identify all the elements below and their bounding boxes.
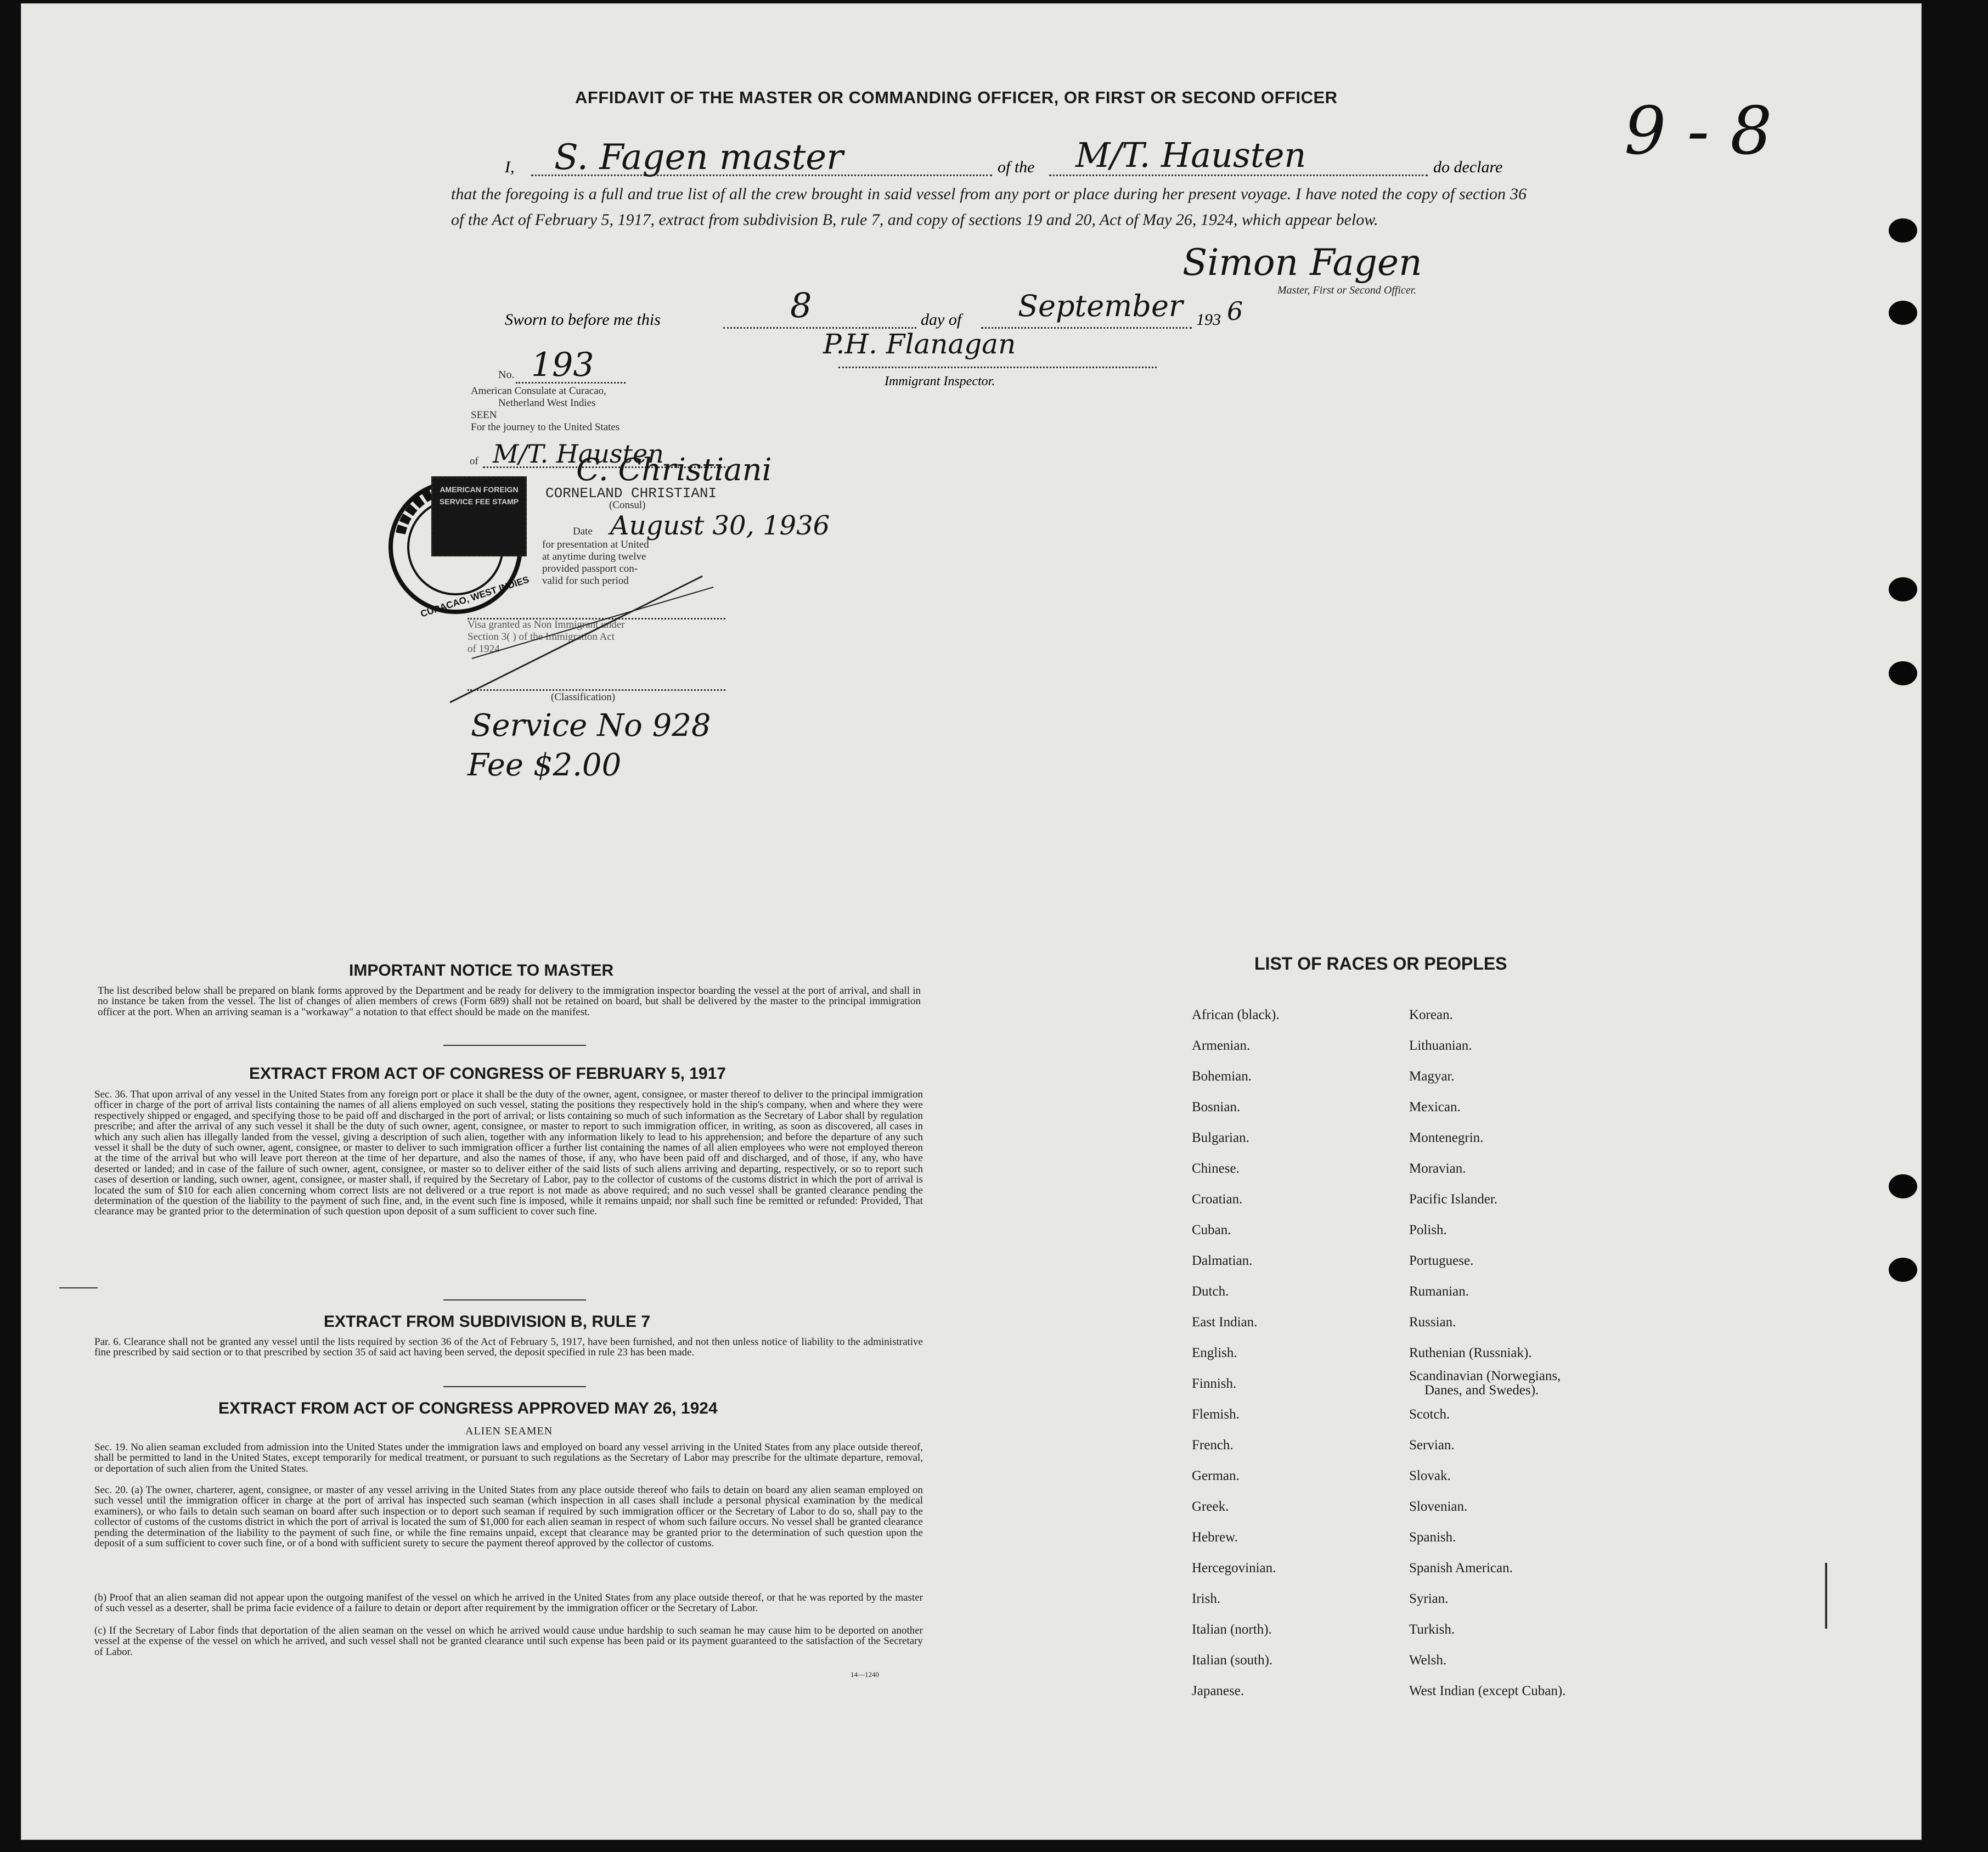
year-digit: 6: [1227, 296, 1243, 326]
inspector-line: [838, 367, 1157, 368]
inspector-signature: P.H. Flanagan: [823, 328, 1016, 360]
races-title: LIST OF RACES OR PEOPLES: [1254, 954, 1507, 973]
fee-stamp-text: AMERICAN FOREIGN SERVICE FEE STAMP: [439, 485, 519, 506]
race-left: Dutch.: [1192, 1284, 1229, 1299]
consular-no-label: No.: [498, 369, 515, 381]
handwritten-master-name: S. Fagen master: [554, 137, 843, 178]
race-left: Bosnian.: [1192, 1100, 1241, 1114]
race-left: Italian (south).: [1192, 1653, 1273, 1668]
race-left: Flemish.: [1192, 1407, 1240, 1422]
consular-line: Netherland West Indies: [498, 397, 596, 409]
race-right-continuation: Danes, and Swedes).: [1424, 1383, 1539, 1398]
race-right: Pacific Islander.: [1409, 1192, 1498, 1207]
race-right: Rumanian.: [1409, 1284, 1469, 1299]
race-left: Dalmatian.: [1192, 1253, 1253, 1268]
race-left: East Indian.: [1192, 1315, 1258, 1330]
race-left: Hebrew.: [1192, 1530, 1238, 1545]
race-right: Spanish.: [1409, 1530, 1456, 1545]
extract-rule7-text: Par. 6. Clearance shall not be granted any vessel until the lists required by section 36 of the Act of February 5, 1917, have been furnished, and not then unless notice of liability to the administrative fine prescribed by said section or to that prescribed by section 35 of said act having been served, the deposit specified in rule 23 has been made.: [94, 1336, 923, 1359]
punch-hole: [1889, 577, 1917, 601]
race-left: French.: [1192, 1438, 1234, 1453]
consular-of-label: of: [470, 455, 478, 467]
sworn-day: 8: [790, 285, 812, 325]
consular-no-value: 193: [531, 346, 594, 384]
race-left: Armenian.: [1192, 1038, 1251, 1053]
extract-rule7-title: EXTRACT FROM SUBDIVISION B, RULE 7: [324, 1313, 651, 1331]
do-declare-label: do declare: [1433, 158, 1503, 176]
extract-1924-sec20b: (b) Proof that an alien seaman did not appear upon the outgoing manifest of the vessel on which he arrived in the United States from any place outside thereof, or that he was reported by the master of such vessel as a deserter, shall be prima facie evidence of a failure to detain or deport after requirement by the immigration officer or the Secretary of Labor.: [94, 1592, 923, 1614]
race-right: Russian.: [1409, 1315, 1456, 1330]
margin-mark: [1825, 1563, 1827, 1629]
race-right: Servian.: [1409, 1438, 1455, 1453]
day-of-label: day of: [921, 311, 962, 329]
master-signature: Simon Fagen: [1182, 241, 1422, 284]
divider: [443, 1386, 586, 1387]
race-left: Cuban.: [1192, 1223, 1231, 1237]
affidavit-body: that the foregoing is a full and true list of all the crew brought in said vessel from any port or place during her present voyage. I have noted the copy of section 36 of the Act of February 5, 1917, extract from subdivision B, rule 7, and copy of sections 19 and 20, Act of May 26, 1924, which appear below.: [451, 185, 1527, 229]
race-left: Bohemian.: [1192, 1069, 1252, 1084]
page-number: 9 - 8: [1624, 93, 1772, 170]
race-left: Japanese.: [1192, 1684, 1244, 1698]
inspector-label: Immigrant Inspector.: [885, 374, 995, 389]
race-right: Slovenian.: [1409, 1499, 1468, 1514]
extract-1924-sec20a: Sec. 20. (a) The owner, charterer, agent, consignee, or master of any vessel arriving in the United States from any place outside thereof who fails to detain on board any alien seaman employed on such vessel until the immigration officer in charge at the port of arrival has inspected such seaman (which inspection in all cases shall include a personal physical examination by the medical examiners), or who fails to detain such seaman on board after such inspection or to deport such seaman if required by such immigration officer or the Secretary of Labor to do so, shall pay to the collector of customs of the customs district in which the port of arrival is located the sum of $1,000 for each alien seaman in respect of whom such failure occurs. No vessel shall be granted clearance pending the determination of the liability to the payment of such fine, or while the fine remains unpaid, except that clearance may be granted prior to the determination of such question upon the deposit of a sum sufficient to cover such fine, or of a bond with sufficient surety to secure the payment thereof approved by the collector of customs.: [94, 1484, 923, 1550]
race-right: Moravian.: [1409, 1161, 1466, 1176]
sworn-month: September: [1018, 289, 1183, 323]
consul-title: (Consul): [609, 499, 646, 511]
extract-1924-sec19: Sec. 19. No alien seaman excluded from admission into the United States under the immigration laws and employed on board any vessel arriving in the United States from any place outside thereof, shall be permitted to land in the United States, except temporarily for medical treatment, or pursuant to such regulations as the Secretary of Labor may prescribe for the ultimate departure, removal, or deportation of such alien from the United States.: [94, 1442, 923, 1474]
race-right: Scotch.: [1409, 1407, 1450, 1422]
notice-title: IMPORTANT NOTICE TO MASTER: [349, 961, 614, 980]
punch-hole: [1889, 218, 1917, 243]
of-the-label: of the: [998, 158, 1035, 176]
consul-signature: C. Christiani: [576, 452, 772, 488]
visa-line: of 1924: [468, 643, 500, 655]
consul-typed: CORNELAND CHRISTIANI: [545, 485, 717, 502]
race-left: German.: [1192, 1468, 1240, 1483]
divider: [443, 1045, 586, 1046]
validity-line: at anytime during twelve: [542, 551, 646, 562]
handwritten-vessel-name: M/T. Hausten: [1075, 135, 1306, 175]
divider: [443, 1299, 586, 1301]
extract-1917-title: EXTRACT FROM ACT OF CONGRESS OF FEBRUARY 5, 1917: [249, 1065, 726, 1083]
pen-strike: [439, 565, 724, 708]
visa-line: Visa granted as Non Immigrant under: [468, 619, 625, 631]
affidavit-document: [21, 3, 1922, 1840]
race-right: West Indian (except Cuban).: [1409, 1684, 1566, 1698]
service-fee: Fee $2.00: [468, 747, 622, 783]
extract-1924-subtitle: ALIEN SEAMEN: [465, 1425, 553, 1437]
race-right: Magyar.: [1409, 1069, 1455, 1084]
consular-line: SEEN: [471, 409, 497, 421]
consular-no-line: [516, 382, 626, 384]
extract-1924-sec20c: (c) If the Secretary of Labor finds that deportation of the alien seaman on the vessel on which he arrived would cause undue hardship to such seaman he may cause him to be deported on another vessel at the expense of the vessel on which he arrived, and such vessel shall not be granted clearance until such expense has been paid or its payment guaranteed to the satisfaction of the Secretary of Labor.: [94, 1625, 923, 1658]
margin-mark: [59, 1287, 98, 1288]
race-left: English.: [1192, 1346, 1237, 1360]
notice-text: The list described below shall be prepared on blank forms approved by the Department and be ready for delivery to the immigration inspector boarding the vessel at the port of arrival, and shall in no instance be taken from the vessel. The list of changes of alien members of crews (Form 689) shall not be retained on board, but shall be delivered by the master to the principal immigration officer at the port. When an arriving seaman is a "workaway" a notation to that effect should be made on the manifest.: [98, 985, 921, 1018]
consular-line: American Consulate at Curacao,: [471, 385, 606, 397]
seal-text: CURACAO, WEST INDIES: [419, 574, 531, 620]
sworn-prefix: Sworn to before me this: [505, 311, 661, 329]
race-left: Bulgarian.: [1192, 1130, 1249, 1145]
race-left: Chinese.: [1192, 1161, 1240, 1176]
race-right: Slovak.: [1409, 1468, 1451, 1483]
consular-line: For the journey to the United States: [471, 421, 620, 433]
consular-vessel: M/T. Hausten: [493, 439, 664, 469]
punch-hole: [1889, 301, 1917, 325]
visa-line: Section 3( ) of the Immigration Act: [468, 631, 615, 643]
race-right: Turkish.: [1409, 1622, 1455, 1637]
race-right: Syrian.: [1409, 1591, 1449, 1606]
validity-line: valid for such period: [542, 575, 629, 587]
extract-1924-title: EXTRACT FROM ACT OF CONGRESS APPROVED MAY 26, 1924: [218, 1399, 718, 1417]
validity-line: for presentation at United: [542, 539, 649, 550]
signature-title: Master, First or Second Officer.: [1277, 284, 1417, 296]
race-right: Mexican.: [1409, 1100, 1461, 1114]
race-right: Welsh.: [1409, 1653, 1447, 1668]
race-right: Portuguese.: [1409, 1253, 1474, 1268]
race-left: Hercegovinian.: [1192, 1561, 1276, 1575]
validity-line: provided passport con-: [542, 563, 638, 575]
fee-stamp: [431, 476, 527, 556]
year-prefix: 193: [1196, 311, 1221, 329]
race-left: Irish.: [1192, 1591, 1221, 1606]
date-label: Date: [573, 526, 593, 537]
punch-hole: [1889, 661, 1917, 685]
race-right: Scandinavian (Norwegians,: [1409, 1369, 1561, 1383]
punch-hole: [1889, 1258, 1917, 1282]
race-left: Croatian.: [1192, 1192, 1243, 1207]
race-right: Ruthenian (Russniak).: [1409, 1346, 1532, 1360]
race-left: Italian (north).: [1192, 1622, 1272, 1637]
race-right: Korean.: [1409, 1007, 1453, 1022]
affidavit-lead-i: I,: [505, 158, 515, 176]
race-right: Montenegrin.: [1409, 1130, 1484, 1145]
race-right: Lithuanian.: [1409, 1038, 1472, 1053]
race-left: African (black).: [1192, 1007, 1280, 1022]
form-number: 14—1240: [851, 1670, 879, 1679]
classification-label: (Classification): [551, 691, 616, 703]
extract-1917-text: Sec. 36. That upon arrival of any vessel in the United States from any foreign port or place it shall be the duty of the owner, agent, consignee, or master thereof to deliver to the principal immigration officer in charge of the port of arrival lists containing the names of all aliens employed on such vessel, stating the positions they respectively hold in the ship's company, when and where they were respectively shipped or engaged, and specifying those to be paid off and discharged in the port of arrival; or lists containing so much of such information as the Secretary of Labor shall by regulation prescribe; and after the arrival of any such vessel it shall be the duty of such owner, agent, consignee, or master to report to such immigration officer, in writing, as soon as discovered, all cases in which any such alien has illegally landed from the vessel, giving a description of such alien, together with any information likely to lead to his apprehension; and before the departure of any such vessel it shall be the duty of such owner, agent, consignee, or master to deliver to such immigration officer a further list containing the names of all alien employees who were not employed thereon at the time of the arrival but who will leave port thereon at the time of her departure, and also the names of those, if any, who have been paid off and discharged, and of those, if any, who have deserted or landed; and in case of the failure of such owner, agent, consignee, or master so to deliver either of the said lists of such aliens arriving and departing, respectively, or so to report such cases of desertion or landing, such owner, agent, consignee, or master shall, if required by the Secretary of Labor, pay to the collector of customs of the customs district in which the port of arrival is located the sum of $10 for each alien concerning whom correct lists are not delivered or a true report is not made as above required; and no such vessel shall be granted clearance pending the determination of the question of the liability to the payment of such fine, and, in the event such fine is imposed, while it remains unpaid; nor shall such fine be remitted or refunded: Provided, That clearance may be granted prior to the determination of such question upon deposit of a sum sufficient to cover such fine.: [94, 1089, 923, 1218]
affidavit-title: AFFIDAVIT OF THE MASTER OR COMMANDING OFFICER, OR FIRST OR SECOND OFFICER: [575, 88, 1338, 107]
race-left: Greek.: [1192, 1499, 1229, 1514]
race-right: Spanish American.: [1409, 1561, 1513, 1575]
consular-lines: [471, 385, 701, 434]
consular-date: August 30, 1936: [610, 510, 830, 541]
race-left: Finnish.: [1192, 1376, 1237, 1391]
race-right: Polish.: [1409, 1223, 1447, 1237]
service-number: Service No 928: [471, 708, 711, 744]
punch-hole: [1889, 1174, 1917, 1198]
